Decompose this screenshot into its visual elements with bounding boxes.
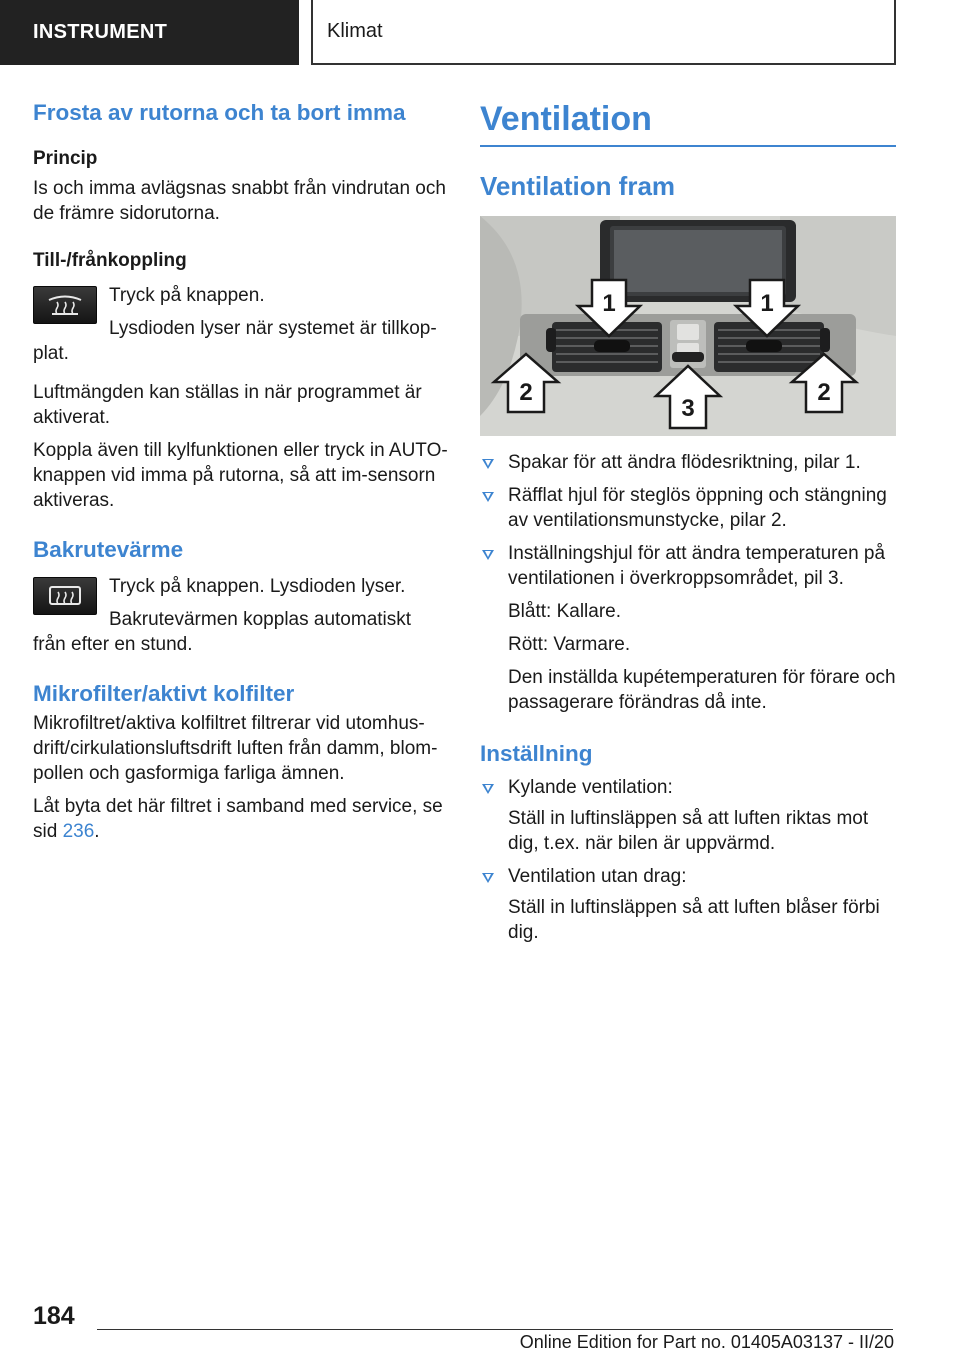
footer-divider <box>97 1329 893 1330</box>
setting-list <box>480 775 896 800</box>
list-item: Ventilation utan drag: <box>480 864 896 889</box>
setting-text-1: Ställ in luftinsläppen så att luften riktas mot dig, t.ex. när bilen är uppvärmd. <box>508 808 869 854</box>
chapter-tab <box>311 0 896 65</box>
section-label: INSTRUMENT <box>33 21 168 43</box>
service-text <box>33 794 449 844</box>
setting-text-2: Ställ in luftinsläppen så att luften blåser förbi dig. <box>508 897 880 943</box>
chapter-label: Klimat <box>327 20 383 42</box>
cooling-text: Koppla även till kylfunktionen eller tryck in AUTO-knappen vid imma på rutorna, så att im-sensorn aktiveras. <box>33 440 448 511</box>
onoff-step-2: Lysdioden lyser när systemet är tillkop-plat. <box>33 318 437 364</box>
temperature-note: Den inställda kupétemperaturen för förare och passagerare förändras då inte. <box>508 667 896 713</box>
setting-title: Inställning <box>480 741 593 766</box>
principle-text: Is och imma avlägsnas snabbt från vindrutan och de främre sidorutorna. <box>33 178 446 224</box>
rear-step-1: Tryck på knappen. Lysdioden lyser. <box>109 576 406 597</box>
page-link-236[interactable]: 236 <box>62 821 95 842</box>
list-item: Spakar för att ändra flödesriktning, pilar 1. <box>480 450 896 475</box>
rear-step-2: Bakrutevärmen kopplas automatiskt från efter en stund. <box>33 609 412 655</box>
edition-text: Online Edition for Part no. 01405A03137 - II/20 <box>519 1332 894 1352</box>
defrost-title: Frosta av rutorna och ta bort imma <box>33 100 406 125</box>
airflow-text: Luftmängden kan ställas in när programmet är aktiverat. <box>33 382 422 428</box>
front-ventilation-title: Ventilation fram <box>480 171 676 201</box>
windshield-defrost-button-icon <box>33 286 97 324</box>
ventilation-title: Ventilation <box>480 100 652 138</box>
onoff-heading: Till-/frånkoppling <box>33 250 187 271</box>
figure-label-arrow-1-right: 1 <box>760 290 774 317</box>
page-number: 184 <box>33 1302 75 1330</box>
rear-defrost-instruction <box>33 573 449 657</box>
rear-window-title: Bakrutevärme <box>33 537 184 562</box>
figure-label-arrow-1-left: 1 <box>602 290 616 317</box>
defrost-instruction <box>33 282 449 366</box>
figure-label-arrow-3: 3 <box>681 395 695 422</box>
setting-list-2 <box>480 864 896 889</box>
rear-window-heating-button-icon <box>33 577 97 615</box>
figure-label-arrow-2-left: 2 <box>519 379 533 406</box>
service-text-before: Låt byta det här filtret i samband med service, se sid <box>33 796 443 842</box>
onoff-step-1: Tryck på knappen. <box>109 285 265 306</box>
list-item: Kylande ventilation: <box>480 775 896 800</box>
service-text-after: . <box>94 821 100 842</box>
list-item: Räfflat hjul för steglös öppning och stängning av ventilationsmunstycke, pilar 2. <box>480 483 896 533</box>
blue-colder-text: Blått: Kallare. <box>508 601 621 622</box>
figure-label-arrow-2-right: 2 <box>817 379 831 406</box>
list-item: Inställningshjul för att ändra temperaturen på ventilationen i överkroppsområdet, pil 3. <box>480 541 896 591</box>
red-warmer-text: Rött: Varmare. <box>508 634 631 655</box>
right-column <box>480 100 896 953</box>
main-title-block <box>480 100 896 147</box>
left-column <box>33 100 449 844</box>
principle-heading: Princip <box>33 148 98 169</box>
dashboard-vents-figure <box>480 216 896 436</box>
vent-controls-list <box>480 450 896 591</box>
filter-title: Mikrofilter/aktivt kolfilter <box>33 681 295 706</box>
section-tab <box>0 0 299 65</box>
filter-text: Mikrofiltret/aktiva kolfiltret filtrerar vid utomhus-drift/cirkulationsluftsdrift luften från damm, blom-pollen och gasformiga farliga ämnen. <box>33 713 438 784</box>
